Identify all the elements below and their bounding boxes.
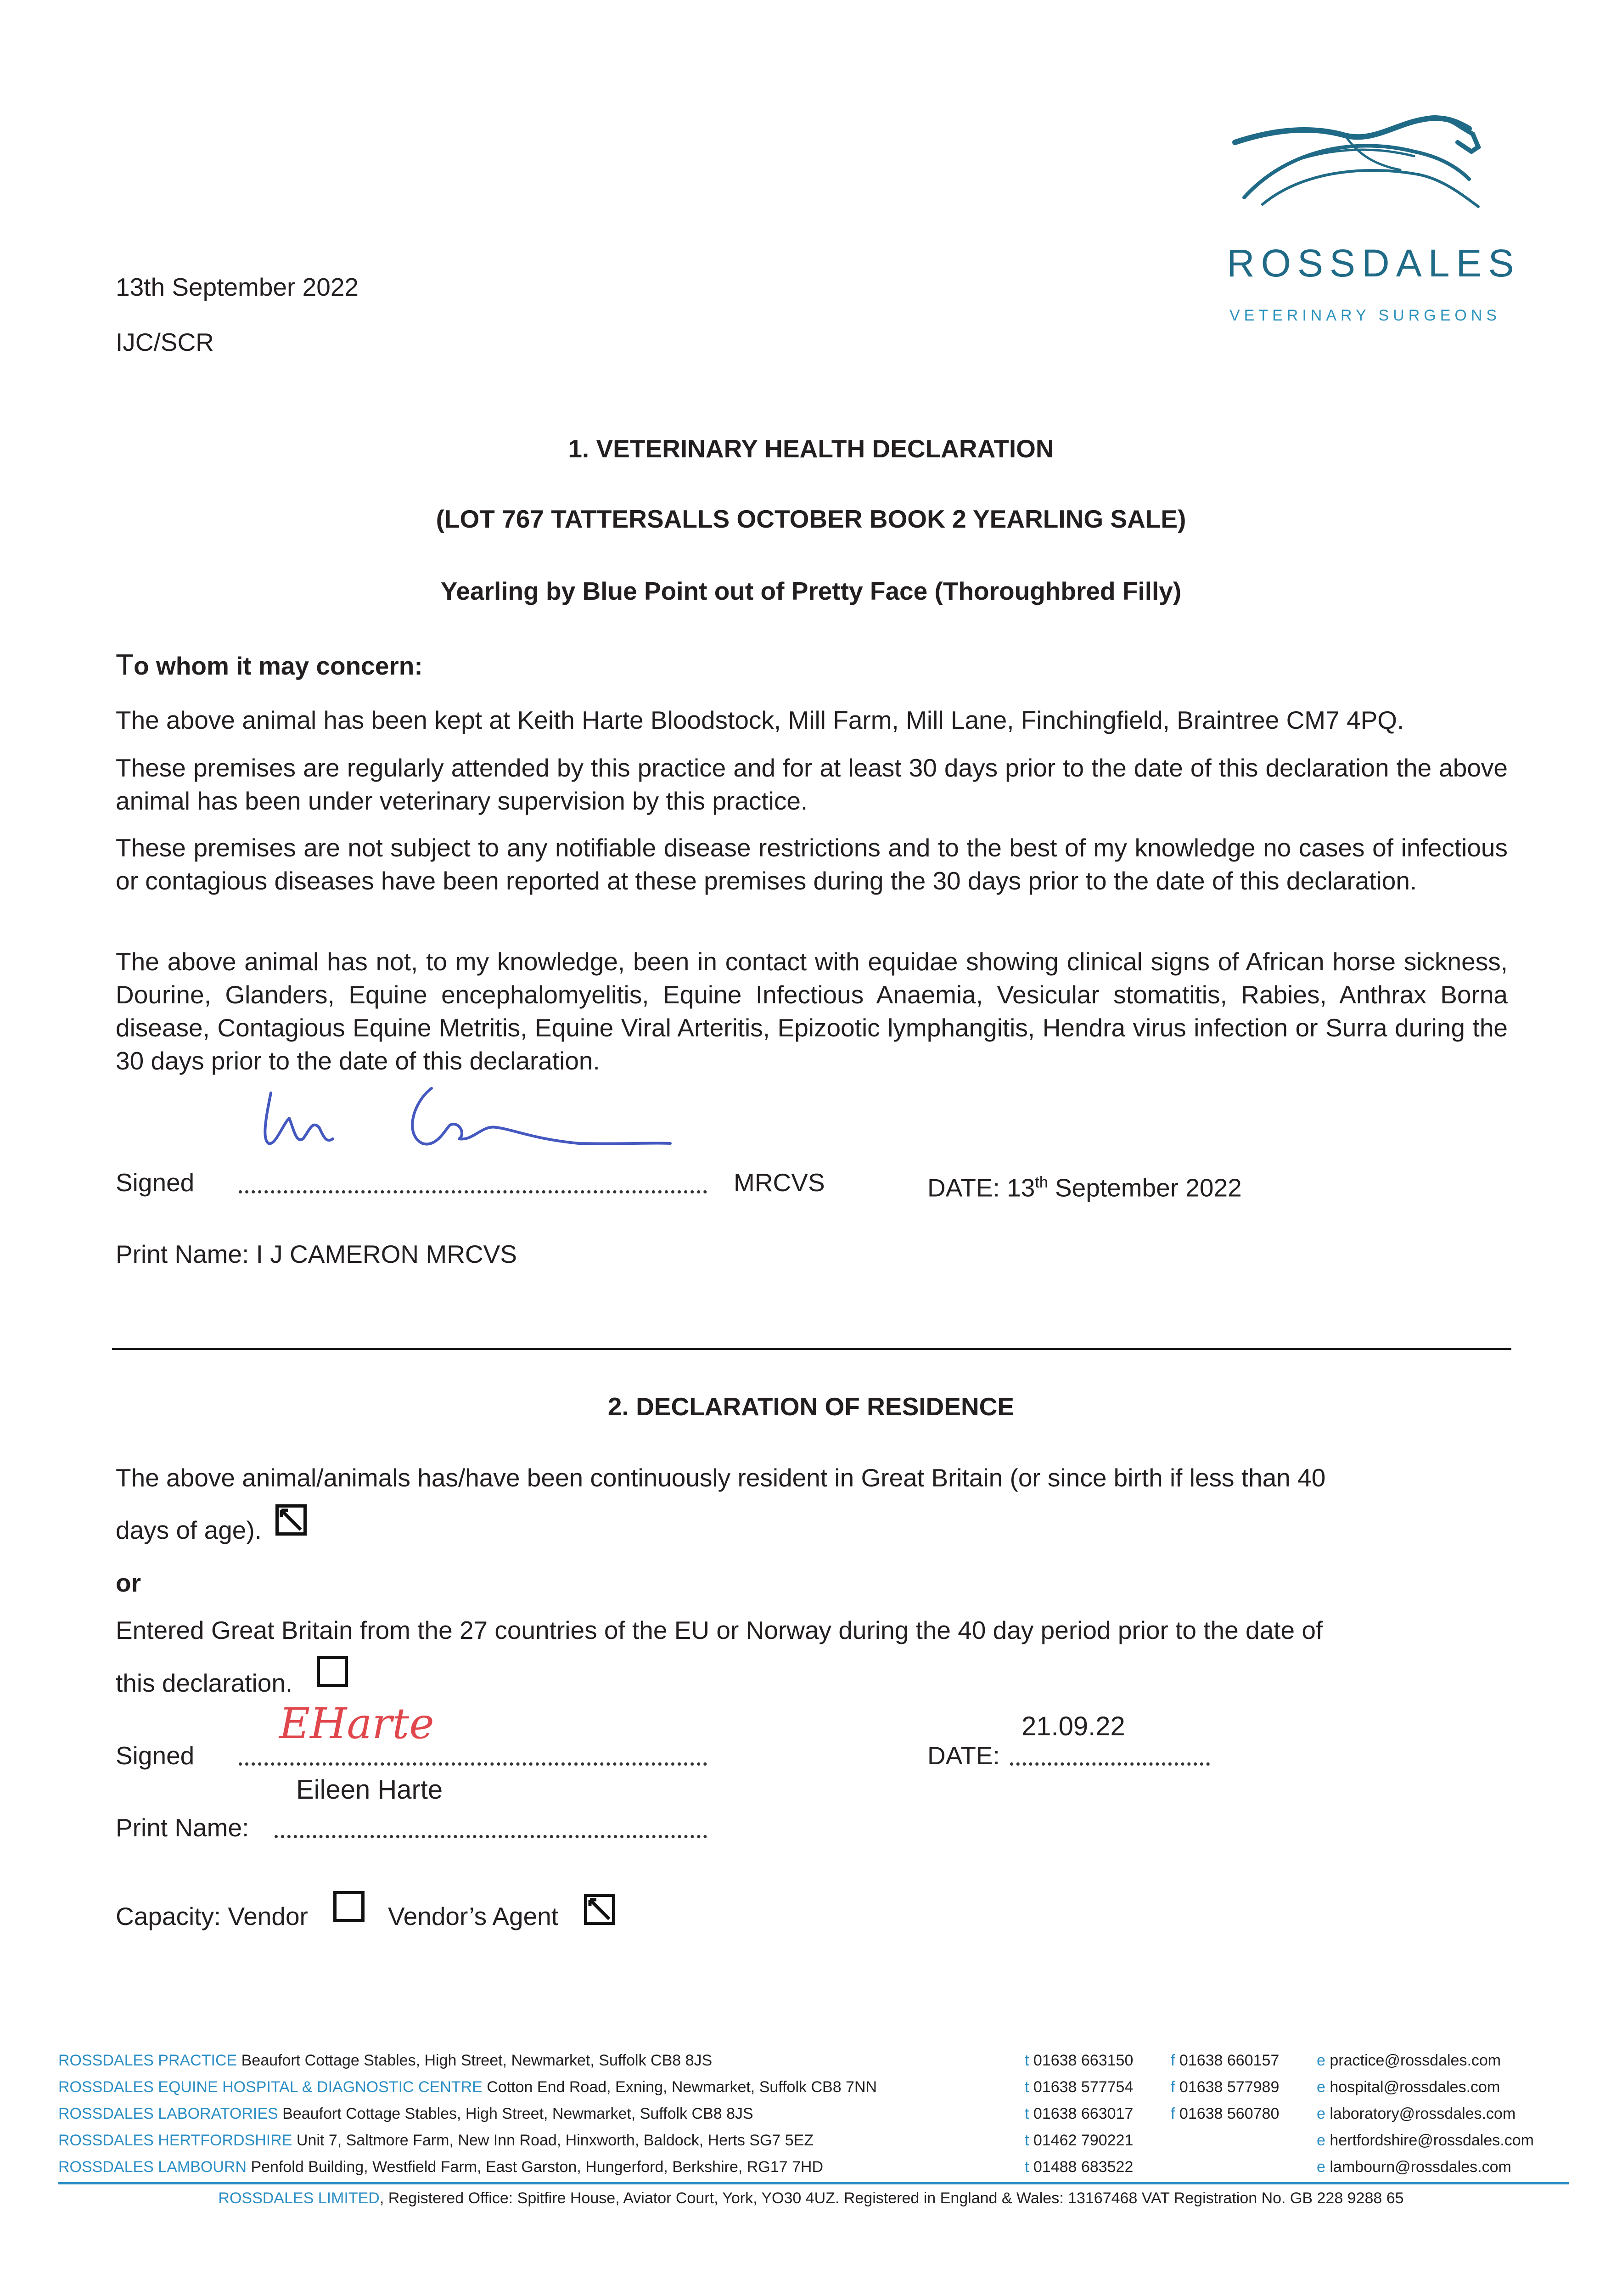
owner-print-value: Eileen Harte — [296, 1775, 443, 1805]
letter-reference: IJC/SCR — [116, 328, 214, 356]
horse-line: Yearling by Blue Point out of Pretty Face (Thoroughbred Filly) — [440, 577, 1182, 605]
capacity-label: Capacity: Vendor — [116, 1902, 308, 1930]
footer-email[interactable]: e hertfordshire@rossdales.com — [1317, 2132, 1534, 2149]
vet-signature-scribble — [257, 1075, 679, 1166]
footer-email[interactable]: e hospital@rossdales.com — [1317, 2078, 1500, 2096]
paragraph-supervision: These premises are regularly attended by this practice and for at least 30 days prior to the date of this declaration the above animal has been under veterinary supervision by this practice. — [116, 754, 1508, 815]
footer-email[interactable]: e lambourn@rossdales.com — [1317, 2158, 1511, 2176]
vet-signature-line — [239, 1190, 707, 1193]
option2-checkbox[interactable] — [317, 1656, 348, 1687]
vendor-checkbox[interactable] — [333, 1891, 365, 1922]
section2-title: 2. DECLARATION OF RESIDENCE — [607, 1392, 1015, 1421]
footer-phone: t 01638 663017 — [1025, 2105, 1134, 2122]
option2-text-line1: Entered Great Britain from the 27 countries of the EU or Norway during the 40 day period prior to the date of — [116, 1616, 1323, 1644]
owner-signature: EHarte — [279, 1699, 434, 1748]
owner-signature-line — [239, 1762, 707, 1766]
footer-email[interactable]: e practice@rossdales.com — [1317, 2052, 1501, 2069]
footer-row: ROSSDALES PRACTICE Beaufort Cottage Stables, High Street, Newmarket, Suffolk CB8 8JS — [58, 2052, 713, 2069]
checkmark-icon — [279, 1508, 303, 1532]
owner-date-label: DATE: — [927, 1741, 1000, 1770]
owner-print-line — [275, 1835, 707, 1838]
footer-row: ROSSDALES LABORATORIES Beaufort Cottage Stables, High Street, Newmarket, Suffolk CB8 8JS — [58, 2105, 753, 2122]
footer-phone: t 01462 790221 — [1025, 2132, 1134, 2149]
footer-row: ROSSDALES LAMBOURN Penfold Building, Westfield Farm, East Garston, Hungerford, Berkshire, RG17 7HD — [58, 2158, 824, 2176]
footer-email[interactable]: e laboratory@rossdales.com — [1317, 2105, 1516, 2122]
mrcvs-label: MRCVS — [734, 1168, 825, 1197]
salutation: To whom it may concern: — [116, 648, 423, 681]
vendor-agent-checkbox[interactable] — [584, 1894, 615, 1925]
option2-text-line2: this declaration. — [116, 1669, 293, 1697]
option1-text-line2: days of age). — [116, 1516, 262, 1544]
owner-print-label: Print Name: — [116, 1813, 249, 1842]
section1-title: 1. VETERINARY HEALTH DECLARATION — [568, 434, 1054, 463]
footer-phone: t 01638 577754 — [1025, 2078, 1134, 2096]
option1-checkbox[interactable] — [275, 1504, 307, 1536]
footer-company-line: ROSSDALES LIMITED, Registered Office: Spitfire House, Aviator Court, York, YO30 4UZ. Registered in England & Wales: 13167468 VAT Registration No. GB 228 9288 65 — [218, 2189, 1404, 2207]
option1-text-line1: The above animal/animals has/have been continuously resident in Great Britain (or since birth if less than 40 — [116, 1463, 1326, 1492]
owner-date-line — [1010, 1762, 1210, 1766]
or-label: or — [116, 1569, 141, 1597]
logo-wordmark: ROSSDALES — [1227, 242, 1521, 285]
footer-fax: f 01638 660157 — [1171, 2052, 1280, 2069]
logo-subtitle: VETERINARY SURGEONS — [1229, 307, 1501, 324]
footer-fax: f 01638 577989 — [1171, 2078, 1280, 2096]
paragraph-contact: The above animal has not, to my knowledge, been in contact with equidae showing clinical signs of African horse sickness, Dourine, Glanders, Equine encephalomyelitis, Equine Infectious Anaemia, Vesicular stomatitis, Rabies, Anthrax Borna disease, Contagious Equine Metritis, Equine Viral Arteritis, Epizootic lymphangitis, Hendra virus infection or Surra during the 30 days prior to the date of this declaration. — [116, 947, 1508, 1075]
owner-date-value: 21.09.22 — [1021, 1711, 1125, 1741]
section-divider — [112, 1348, 1511, 1350]
letter-date: 13th September 2022 — [116, 273, 359, 301]
vet-date: DATE: 13th September 2022 — [927, 1173, 1242, 1202]
vendor-agent-label: Vendor’s Agent — [388, 1902, 559, 1930]
footer-phone: t 01638 663150 — [1025, 2052, 1134, 2069]
footer-fax: f 01638 560780 — [1171, 2105, 1280, 2122]
footer-row: ROSSDALES HERTFORDSHIRE Unit 7, Saltmore Farm, New Inn Road, Hinxworth, Baldock, Herts SG7 5EZ — [58, 2132, 814, 2149]
footer-phone: t 01488 683522 — [1025, 2158, 1134, 2176]
footer-divider — [58, 2182, 1569, 2184]
owner-signed-label: Signed — [116, 1741, 195, 1770]
horse-logo-icon — [1221, 110, 1524, 257]
vet-signed-label: Signed — [116, 1168, 195, 1197]
paragraph-premises: The above animal has been kept at Keith Harte Bloodstock, Mill Farm, Mill Lane, Finchingfield, Braintree CM7 4PQ. — [116, 706, 1404, 734]
checkmark-icon — [587, 1897, 612, 1922]
footer-row: ROSSDALES EQUINE HOSPITAL & DIAGNOSTIC CENTRE Cotton End Road, Exning, Newmarket, Suffolk CB8 7NN — [58, 2078, 877, 2096]
lot-line: (LOT 767 TATTERSALLS OCTOBER BOOK 2 YEARLING SALE) — [436, 505, 1186, 533]
vet-print-name: Print Name: I J CAMERON MRCVS — [116, 1240, 517, 1268]
paragraph-restrictions: These premises are not subject to any notifiable disease restrictions and to the best of my knowledge no cases of infectious or contagious diseases have been reported at these premises during the 30 days prior to the date of this declaration. — [116, 833, 1508, 895]
